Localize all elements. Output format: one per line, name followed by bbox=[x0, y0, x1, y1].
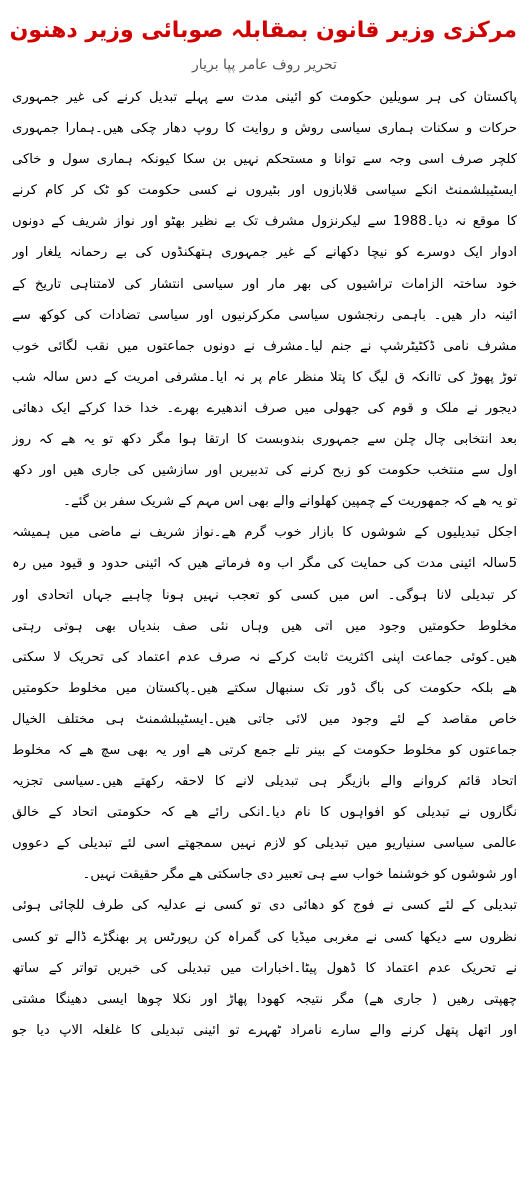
article-line: ایسٹیبلشمنٹ انکے سیاسی قلابازوں اور بٹیروں نے کسی حکومت کو ٹک کر کام کرنے bbox=[12, 183, 517, 199]
article-body bbox=[12, 82, 517, 1046]
article-line: پاکستان کی ہر سویلین حکومت کو ائینی مدت سے پہلے تبدیل کرنے کی غیر جمہوری bbox=[12, 90, 517, 105]
headline: مرکزی وزیر قانون بمقابلہ صوبائی وزیر دھنون bbox=[9, 18, 517, 43]
article-line: خود ساختہ الزامات تراشیوں کی بھر مار اور سیاسی انتشار کی لامتناہی تاریخ کے bbox=[12, 276, 517, 292]
article-line: اور شوشوں کو خوشنما خواب سے ہی تعبیر دی جاسکتی ھے مگر حقیقت نہیں۔ bbox=[82, 867, 517, 883]
article-line: کلچر صرف اسی وجہ سے توانا و مستحکم نہیں بن سکا کیونکہ ہماری سول و خاکی bbox=[12, 152, 517, 168]
article-line: توڑ پھوڑ کی تاانکہ ق لیگ کا پتلا منظر عام پر نہ ایا۔مشرفی امریت کے دس سالہ شب bbox=[12, 369, 517, 385]
article-line: نے تحریک عدم اعتماد کا ڈھول پیٹا۔اخبارات میں تبدیلی کی خبریں تواتر کے ساتھ bbox=[12, 960, 517, 976]
article-line: ائینہ دار ھیں۔ باہمی رنجشوں سیاسی مکرکرنیوں اور سیاسی تضادات کی کوکھ سے bbox=[12, 307, 517, 323]
article-line: خاص مقاصد کے لئے وجود میں لائی جاتی ھیں۔ایسٹیبلشمنٹ ہی مختلف الخیال bbox=[12, 711, 517, 727]
article-line: حرکات و سکنات ہماری سیاسی روش و روایت کا روپ دھار چکی ھیں۔ہمارا جمہوری bbox=[12, 121, 517, 137]
article-line: کا موقع نہ دیا۔1988 سے لیکرنزول مشرف تک بے نظیر بھٹو اور نواز شریف کے دونوں bbox=[12, 214, 517, 230]
article-line: بعد انتخابی چال چلن سے جمہوری بندوبست کا ارتقا ہوا مگر دکھ تو یہ ھے کہ روز bbox=[12, 432, 517, 448]
article-line: کر تبدیلی لانا ہوگی۔ اس میں کسی کو تعجب نہیں ہونا چاہیے جہاں اتحادی اور bbox=[12, 587, 517, 603]
byline: تحریر روف عامر پپا بریار bbox=[192, 57, 337, 73]
article-line: ادوار ایک دوسرے کو نیچا دکھانے کے غیر جمہوری ہتھکنڈوں کی بے رحمانہ یلغار اور bbox=[12, 245, 517, 261]
article-line: جماعتوں کو مخلوط حکومت کے بینر تلے جمع کرتی ھے اور یہ بھی سچ ھے کہ مخلوط bbox=[12, 742, 517, 758]
article-line: اور اتھل پتھل کرنے والے سارے نامراد ٹھہرے تو ائینی تبدیلی کا غلغلہ الاپ دیا جو bbox=[12, 1022, 517, 1038]
article-line: مخلوط حکومتیں وجود میں اتی ھیں وہاں نئی صف بندیاں بھی ہوتی رہتی bbox=[12, 618, 517, 634]
article-line: تو یہ ھے کہ جمھوریت کے چمپین کھلوانے والے بھی اس مہم کے شریک سفر بن گئے۔ bbox=[63, 494, 517, 510]
article-line: چھپتی رھیں ( جاری ھے) مگر نتیجہ کھودا پھاڑ اور نکلا چوھا ایسی دھینگا مشتی bbox=[12, 991, 517, 1007]
article-line: 5سالہ ائینی مدت کی حمایت کی مگر اب وہ فرماتے ھیں کہ ائینی حدود و قیود میں رہ bbox=[12, 556, 517, 572]
article-line: نظروں سے دیکھا کسی نے مغربی میڈیا کی گمراہ کن رپورٹس پر بھنگڑے ڈالے تو کسی bbox=[12, 929, 517, 945]
article-line: مشرف نامی ڈکٹیٹرشپ نے جنم لیا۔مشرف نے دونوں جماعتوں میں نقب لگائی خوب bbox=[12, 338, 517, 354]
article-line: دیجور نے ملک و قوم کی جھولی میں صرف اندھیرے بھرے۔ خدا خدا کرکے ایک دھائی bbox=[12, 400, 517, 416]
article-line: ھے بلکہ حکومت کی باگ ڈور تک سنبھال سکتے ھیں۔پاکستان میں مخلوط حکومتیں bbox=[12, 680, 517, 696]
article-line: نگاروں نے تبدیلی کو افواہوں کا نام دیا۔انکی رائے ھے کہ حکومتی اتحاد کے خالق bbox=[12, 805, 517, 821]
article-line: تبدیلی کے لئے کسی نے فوج کو دھائی دی تو کسی نے عدلیہ کی طرف للچائی ہوئی bbox=[12, 898, 517, 914]
article-line: اول سے منتخب حکومت کو زبح کرنے کی تدبیریں اور سازشیں کی جاری ھیں اور دکھ bbox=[12, 463, 517, 479]
article-line: ھیں۔کوئی جماعت اپنی اکثریت ثابت کرکے نہ صرف عدم اعتماد کی تحریک لا سکتی bbox=[12, 649, 517, 665]
article-line: اتحاد قائم کروانے والے بازیگر ہی تبدیلی لانے کا لاحقہ رکھتے ھیں۔سیاسی تجزیہ bbox=[12, 774, 517, 790]
article-line: عالمی سیاسی سنیاریو میں تبدیلی کو لازم نہیں سمجھتے اسی لئے تبدیلی کے دعووں bbox=[12, 836, 517, 852]
article-line: اجکل تبدیلیوں کے شوشوں کا بازار خوب گرم ھے۔نواز شریف نے ماضی میں ہمیشہ bbox=[12, 525, 517, 541]
